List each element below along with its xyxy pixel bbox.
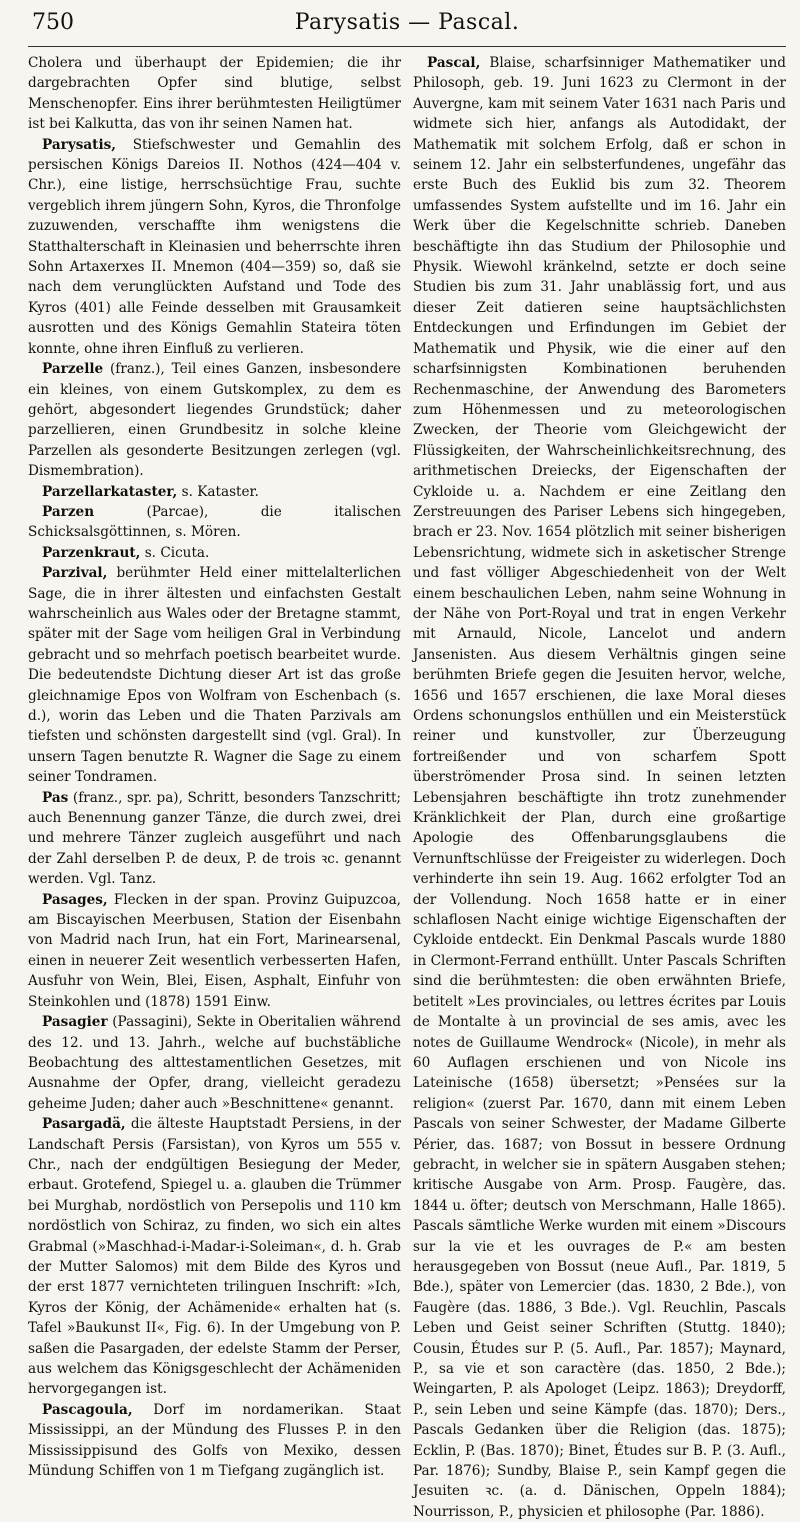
entry-text: Stiefschwester und Gemahlin des persischen Königs Dareios II. Nothos (424—404 v. Chr.), eine listige, herrschsüchtige Frau, suchte vergeblich ihrem jüngern Sohn, Kyros, die Thronfolge zuzuwenden, verschaffte ihm wenigstens die Statthalterschaft in Kleinasien und beherrschte ihren Sohn Artaxerxes II. Mnemon (404—359) so, daß sie nach dem verunglückten Aufstand und Tode des Kyros (401) alle Feinde desselben mit Grausamkeit ausrotten und des Königs Gemahlin Stateira töten konnte, ohne ihren Einfluß zu verlieren. — [28, 136, 401, 357]
dictionary-entry — [28, 543, 401, 563]
entry-headword: Parzenkraut, — [42, 544, 141, 561]
dictionary-entry — [28, 890, 401, 1012]
dictionary-entry — [28, 788, 401, 890]
running-header — [28, 6, 786, 47]
dictionary-entry — [28, 359, 401, 481]
right-column — [413, 53, 786, 1522]
dictionary-entry — [28, 1400, 401, 1482]
entry-text: (Passagini), Sekte in Oberitalien während des 12. und 13. Jahrh., welche auf buchstäbliche Beobachtung des alttestamentlichen Gesetzes, mit Ausnahme der Opfer, drang, vielleicht geradezu geheime Juden; daher auch »Beschnittene« genannt. — [28, 1014, 401, 1112]
dictionary-entry — [28, 502, 401, 543]
entry-headword: Parzelle — [42, 361, 104, 378]
dictionary-entry — [28, 563, 401, 787]
entry-text: Cholera und überhaupt der Epidemien; die ihr dargebrachten Opfer sind blutige, selbst Menschenopfer. Eins ihrer berühmtesten Heiligtümer ist bei Kalkutta, das von ihr seinen Namen hat. — [28, 55, 401, 133]
entry-headword: Pasagier — [42, 1014, 108, 1031]
entry-headword: Pas — [42, 789, 69, 806]
dictionary-entry — [28, 135, 401, 359]
entry-text: Blaise, scharfsinniger Mathematiker und Philosoph, geb. 19. Juni 1623 zu Clermont in der Auvergne, kam mit seinem Vater 1631 nach Paris und widmete sich hier, anfangs als Autodidakt, der Mathematik mit solchem Erfolg, daß er schon in seinem 12. Jahr ein selbsterfundenes, ungefähr das erste Buch des Euklid bis zum 32. Theorem umfassendes System aufstellte und im 16. Jahr ein Werk über die Kegelschnitte schrieb. Daneben beschäftigte ihn das Studium der Philosophie und Physik. Wiewohl kränkelnd, setzte er doch seine Studien bis zum 31. Jahr unablässig fort, und aus dieser Zeit datieren seine hauptsächlichsten Entdeckungen und Erfindungen im Gebiet der Mathematik und Physik, wie die einer auf den scharfsinnigsten Kombinationen beruhenden Rechenmaschine, der Anwendung des Barometers zum Höhenmessen und zu meteorologischen Zwecken, der Theorie vom Gleichgewicht der Flüssigkeiten, der Wahrscheinlichkeitsrechnung, des arithmetischen Dreiecks, der Eigenschaften der Cykloide u. a. Nachdem er eine Zeitlang den Zerstreuungen des Pariser Lebens sich hingegeben, brach er 23. Nov. 1654 plötzlich mit seiner bisherigen Lebensrichtung, widmete sich in asketischer Strenge und fast völliger Abgeschiedenheit von der Welt einem beschaulichen Leben, nahm seine Wohnung in der Nähe von Port-Royal und trat in engen Verkehr mit Arnauld, Nicole, Lancelot und andern Jansenisten. Aus diesem Verhältnis gingen seine berühmten Briefe gegen die Jesuiten hervor, welche, 1656 und 1657 erschienen, die laxe Moral dieses Ordens schonungslos enthüllen und ein Meisterstück reiner und kunstvoller, zur Überzeugung fortreißender und von scharfem Spott überströmender Prosa sind. In seinen letzten Lebensjahren beschäftigte ihn trotz zunehmender Kränklichkeit der Plan, durch eine großartige Apologie des Offenbarungsglaubens die Vernunftschlüsse der Freigeister zu widerlegen. Doch verhinderte ihn sein 19. Aug. 1662 erfolgter Tod an der Vollendung. Noch 1658 hatte er in einer schlaflosen Nacht einige wichtige Eigenschaften der Cykloide entdeckt. Ein Denkmal Pascals wurde 1880 in Clermont-Ferrand enthüllt. Unter Pascals Schriften sind die berühmtesten: die oben erwähnten Briefe, betitelt »Les provinciales, ou lettres écrites par Louis de Montalte à un provincial de ses amis, avec les notes de Guillaume Wendrock« (Nicole), in mehr als 60 Auflagen erschienen und von Nicole ins Lateinische (1658) übersetzt; »Pensées sur la religion« (zuerst Par. 1670, dann mit einem Leben Pascals von seiner Schwester, der Madame Gilberte Périer, das. 1687; von Bossut in bessere Ordnung gebracht, in welcher sie in spätern Ausgaben stehen; kritische Ausgabe von Arm. Prosp. Faugère, das. 1844 u. öfter; deutsch von Merschmann, Halle 1865). Pascals sämtliche Werke wurden mit einem »Discours sur la vie et les ouvrages de P.« am besten herausgegeben von Bossut (neue Aufl., Par. 1819, 5 Bde.), später von Lemercier (das. 1830, 2 Bde.), von Faugère (das. 1886, 3 Bde.). Vgl. Reuchlin, Pascals Leben und Geist seiner Schriften (Stuttg. 1840); Cousin, Études sur P. (5. Aufl., Par. 1857); Maynard, P., sa vie et son caractère (das. 1850, 2 Bde.); Weingarten, P. als Apologet (Leipz. 1863); Dreydorff, P., sein Leben und seine Kämpfe (das. 1870); Ders., Pascals Gedanken über die Religion (das. 1875); Ecklin, P. (Bas. 1870); Binet, Études sur B. P. (3. Aufl., Par. 1876); Sundby, Blaise P., sein Kampf gegen die Jesuiten ꝛc. (a. d. Dänischen, Oppeln 1884); Nourrisson, P., physicien et philosophe (Par. 1886). — [413, 55, 786, 1520]
dictionary-entry — [413, 53, 786, 1522]
dictionary-entry — [28, 1114, 401, 1400]
entry-text: (franz., spr. pa), Schritt, besonders Tanzschritt; auch Benennung ganzer Tänze, die durch zwei, drei und mehrere Tänzer zugleich ausgeführt und nach der Zahl derselben P. de deux, P. de trois ꝛc. genannt werden. Vgl. Tanz. — [28, 789, 401, 888]
entry-headword: Pasages, — [42, 891, 108, 908]
entry-text: die älteste Hauptstadt Persiens, in der Landschaft Persis (Farsistan), von Kyros um 555 v. Chr., nach der endgültigen Besiegung der Meder, erbaut. Grotefend, Spiegel u. a. glauben die Trümmer bei Murghab, nordöstlich von Persepolis und 110 km nordöstlich von Schiraz, zu finden, wo sich ein altes Grabmal (»Maschhad-i-Madar-i-Soleiman«, d. h. Grab der Mutter Salomos) mit dem Bilde des Kyros und der erst 1877 vernichteten trilinguen Inschrift: »Ich, Kyros der König, der Achämenide« erhalten hat (s. Tafel »Baukunst II«, Fig. 6). In der Umgebung von P. saßen die Pasargaden, der edelste Stamm der Perser, aus welchem das Königsgeschlecht der Achämeniden hervorgegangen ist. — [28, 1116, 401, 1398]
entry-text: Flecken in der span. Provinz Guipuzcoa, am Biscayischen Meerbusen, Station der Eisenbahn von Madrid nach Irun, hat ein Fort, Marinearsenal, einen in neuerer Zeit wesentlich verbesserten Hafen, Ausfuhr von Wein, Blei, Eisen, Asphalt, Einfuhr von Steinkohlen und (1878) 1591 Einw. — [28, 891, 401, 1010]
entry-text: s. Kataster. — [181, 483, 259, 500]
entry-text: (franz.), Teil eines Ganzen, insbesondere ein kleines, von einem Gutskomplex, zu dem es gehört, abgesondert liegendes Grundstück; daher parzellieren, einen Grundbesitz in solche kleine Parzellen als gesonderte Besitzungen zerlegen (vgl. Dismembration). — [28, 361, 401, 480]
entry-headword: Parysatis, — [42, 136, 117, 153]
entry-text: berühmter Held einer mittelalterlichen Sage, die in ihrer ältesten und einfachsten Gestalt wahrscheinlich aus Wales oder der Bretagne stammt, später mit der Sage vom heiligen Gral in Verbindung gebracht und so mehrfach poetisch bearbeitet wurde. Die bedeutendste Dichtung dieser Art ist das große gleichnamige Epos von Wolfram von Eschenbach (s. d.), worin das Leben und die Thaten Parzivals am tiefsten und schönsten dargestellt sind (vgl. Gral). In unsern Tagen benutzte R. Wagner die Sage zu einem seiner Tondramen. — [28, 565, 401, 786]
dictionary-entry — [28, 482, 401, 502]
page-title: Parysatis — Pascal. — [294, 10, 520, 35]
left-column — [28, 53, 401, 1522]
entry-headword: Parzival, — [42, 565, 108, 582]
entry-text: s. Cicuta. — [144, 544, 210, 561]
entry-headword: Pascal, — [427, 55, 481, 71]
entry-headword: Parzen — [42, 503, 95, 520]
entry-headword: Parzellarkataster, — [42, 483, 178, 500]
dictionary-entry — [28, 53, 401, 135]
dictionary-entry — [28, 1012, 401, 1114]
entry-text: Dorf im nordamerikan. Staat Mississippi, an der Mündung des Flusses P. in den Mississippisund des Golfs von Mexiko, dessen Mündung Schiffen von 1 m Tiefgang zugänglich ist. — [28, 1401, 401, 1480]
columns — [28, 53, 786, 1522]
entry-headword: Pasargadä, — [42, 1116, 126, 1133]
entry-headword: Pascagoula, — [42, 1401, 133, 1418]
entry-text: (Parcae), die italischen Schicksalsgöttinnen, s. Mören. — [28, 503, 401, 541]
page-number: 750 — [32, 10, 74, 35]
